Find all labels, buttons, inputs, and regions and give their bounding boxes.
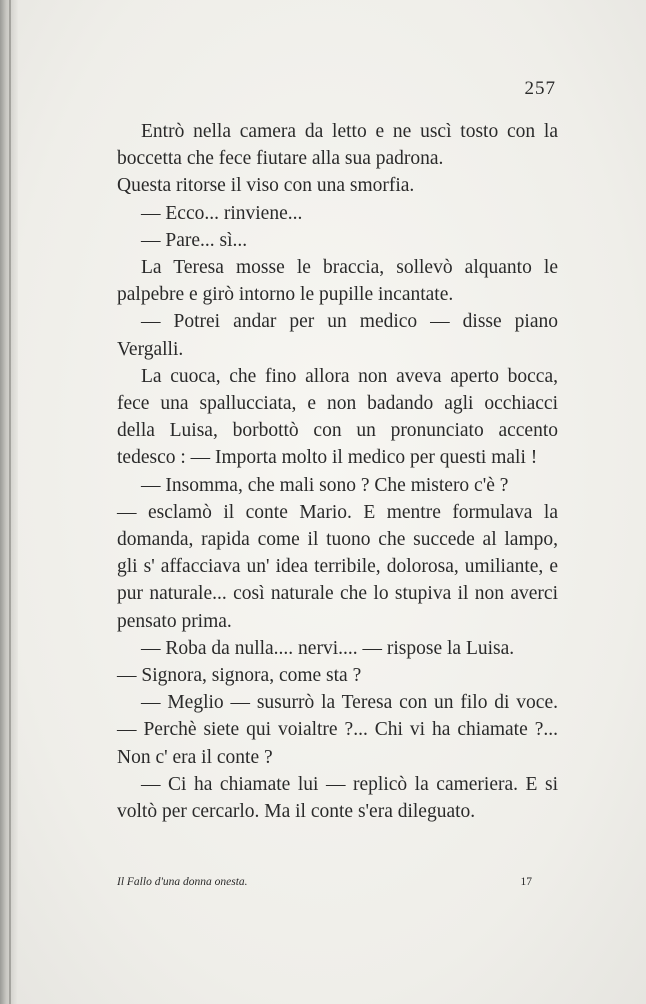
paragraph: — Pare... sì... — [141, 229, 248, 251]
body-text — [117, 118, 558, 825]
paragraph: — Insomma, che mali sono ? Che mistero c'è ? — [141, 474, 509, 496]
footer-book-title: Il Fallo d'una donna onesta. — [117, 876, 248, 888]
page-binding-edge — [0, 0, 18, 1004]
paragraph: — Roba da nulla.... nervi.... — rispose la Luisa. — [141, 637, 515, 659]
paragraph: La Teresa mosse le braccia, sollevò alquanto le palpebre e girò intorno le pupille incantate. — [117, 257, 558, 306]
page-number: 257 — [524, 78, 556, 99]
paragraph: — Ci ha chiamate lui — replicò la cameriera. E si voltò per cercarlo. Ma il conte s'era dileguato. — [117, 773, 558, 823]
paragraph: Entrò nella camera da letto e ne uscì tosto con la boccetta che fece fiutare alla sua padrona. — [117, 121, 558, 170]
paragraph: — Meglio — susurrò la Teresa con un filo di voce. — Perchè siete qui voialtre ?... Chi vi ha chiamate ?... Non c' era il conte ? — [117, 692, 558, 768]
paragraph: — Potrei andar per un medico — disse piano Vergalli. — [117, 311, 558, 360]
binding-shadow-line — [9, 0, 11, 1004]
footer-signature-mark: 17 — [520, 876, 532, 888]
paragraph: La cuoca, che fino allora non aveva aperto bocca, fece una spallucciata, e non badando agli occhiacci della Luisa, borbottò con un pronunciato accento tedesco : — Importa molto il medico per questi mali ! — [117, 365, 558, 469]
paragraph: — Ecco... rinviene... — [141, 202, 303, 224]
paragraph: Questa ritorse il viso con una smorfia. — [117, 175, 415, 197]
paragraph: — esclamò il conte Mario. E mentre formulava la domanda, rapida come il tuono che succede al lampo, gli s' affacciava un' idea terribile, dolorosa, umiliante, e pur naturale... così naturale che lo stupiva il non averci pensato prima. — [117, 501, 558, 632]
paragraph: — Signora, signora, come sta ? — [117, 665, 362, 687]
